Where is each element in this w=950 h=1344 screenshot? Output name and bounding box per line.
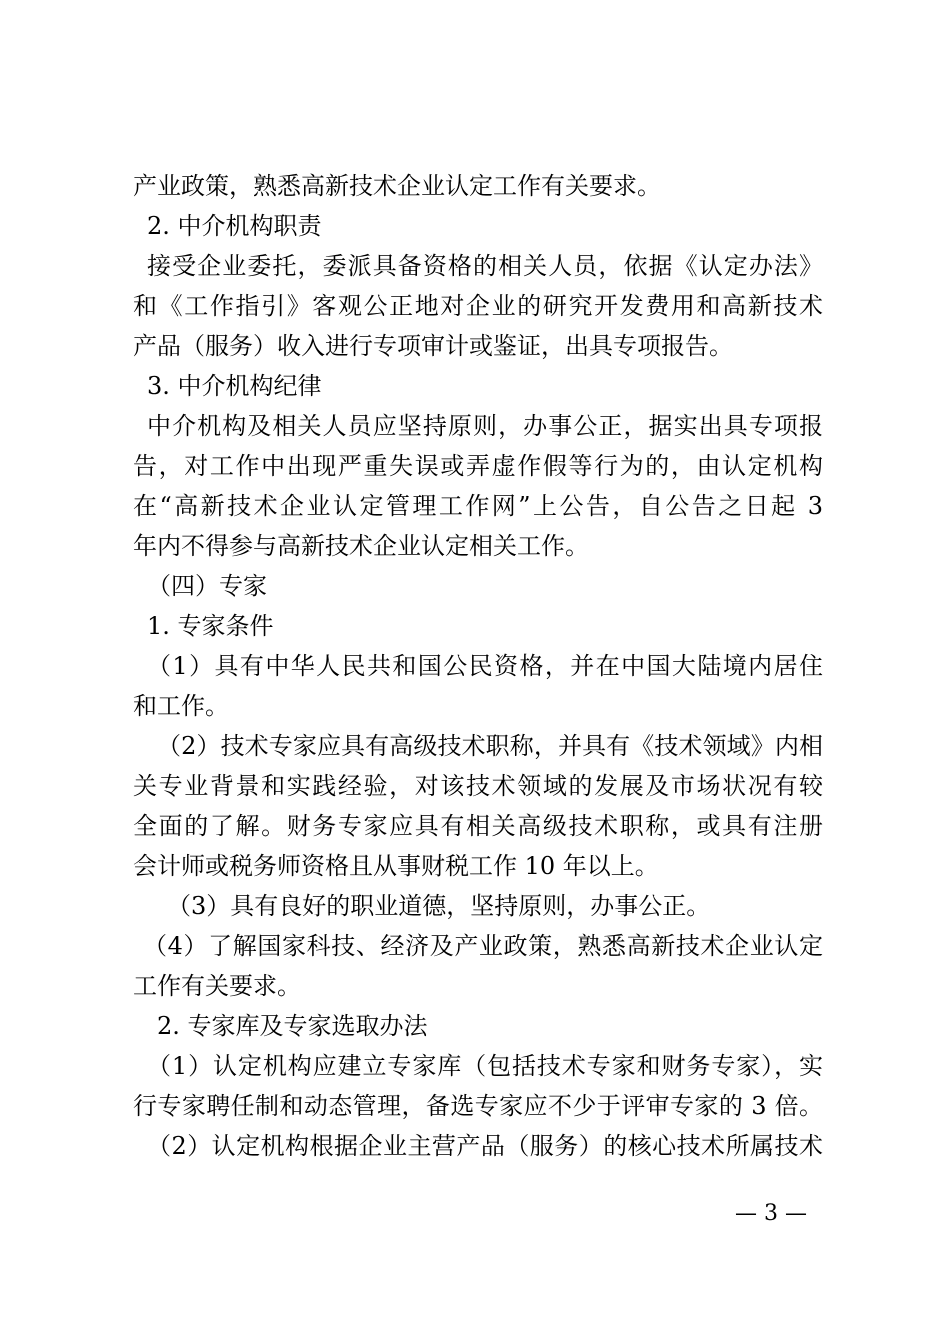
text-line: （1）具有中华人民共和国公民资格，并在中国大陆境内居住 [147,652,823,680]
text-line: （1）认定机构应建立专家库（包括技术专家和财务专家），实 [147,1052,823,1080]
text-line: （3）具有良好的职业道德，坚持原则，办事公正。 [167,892,711,920]
text-line: 全面的了解。财务专家应具有相关高级技术职称，或具有注册 [133,812,823,840]
text-line: 和《工作指引》客观公正地对企业的研究开发费用和高新技术 [133,292,823,320]
text-line: 年内不得参与高新技术企业认定相关工作。 [133,532,589,560]
document-body [133,166,823,1166]
text-line: （2）技术专家应具有高级技术职称，并具有《技术领域》内相 [157,732,823,760]
text-line: 1. 专家条件 [147,612,274,640]
text-line: 产品（服务）收入进行专项审计或鉴证，出具专项报告。 [133,332,733,360]
text-line: （4）了解国家科技、经济及产业政策，熟悉高新技术企业认定 [143,932,823,960]
text-line: 2. 专家库及专家选取办法 [157,1012,428,1040]
text-line: 2. 中介机构职责 [147,212,322,240]
text-line: 会计师或税务师资格且从事财税工作 10 年以上。 [133,852,659,880]
text-line: 接受企业委托，委派具备资格的相关人员，依据《认定办法》 [147,252,823,280]
text-line: 行专家聘任制和动态管理，备选专家应不少于评审专家的 3 倍。 [133,1092,823,1120]
text-line: 中介机构及相关人员应坚持原则，办事公正，据实出具专项报 [147,412,823,440]
text-line: 工作有关要求。 [133,972,301,1000]
text-line: 和工作。 [133,692,229,720]
text-line: （2）认定机构根据企业主营产品（服务）的核心技术所属技术 [147,1132,823,1160]
text-line: （四）专家 [147,572,267,600]
text-line: 3. 中介机构纪律 [147,372,322,400]
text-line: 产业政策，熟悉高新技术企业认定工作有关要求。 [133,172,661,200]
page-number: — 3 — [735,1201,807,1226]
text-line: 在“高新技术企业认定管理工作网”上公告，自公告之日起 3 [133,492,823,520]
text-line: 告，对工作中出现严重失误或弄虚作假等行为的，由认定机构 [133,452,823,480]
text-line: 关专业背景和实践经验，对该技术领域的发展及市场状况有较 [133,772,823,800]
